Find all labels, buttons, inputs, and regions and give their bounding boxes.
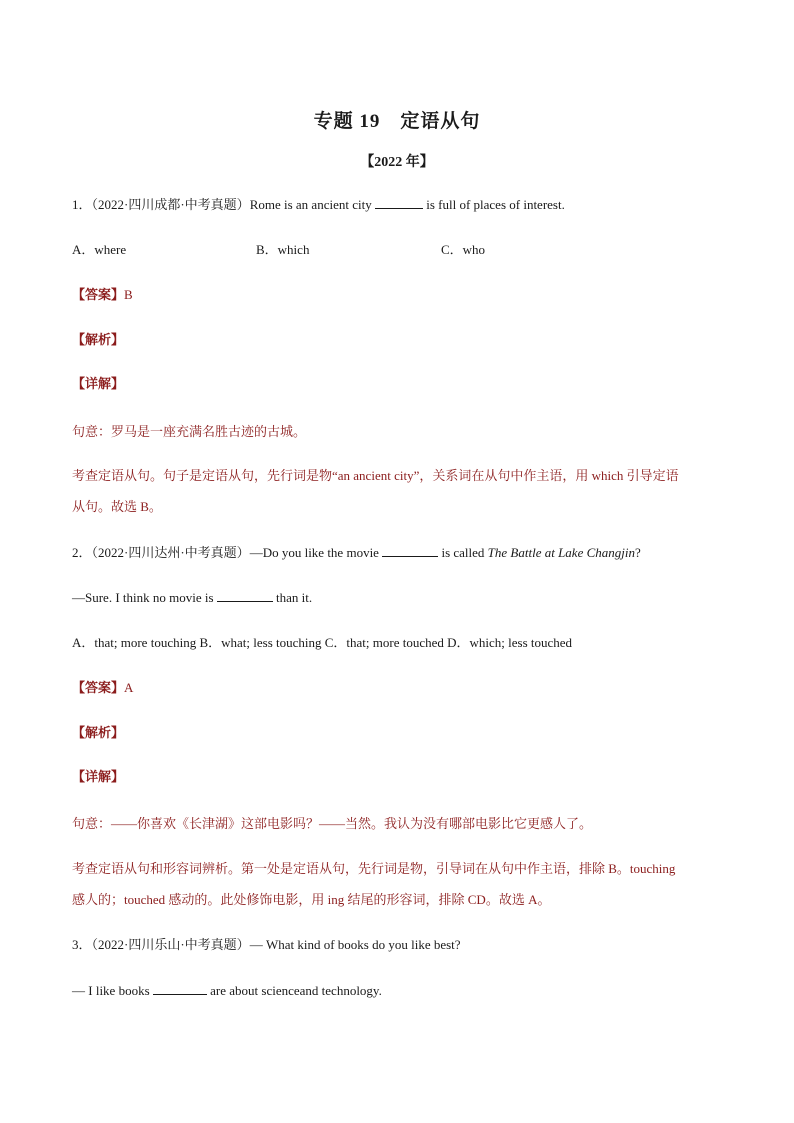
option-a: A．where bbox=[72, 242, 127, 257]
answer-blank bbox=[375, 197, 423, 209]
stem-part: —Do you like the movie bbox=[249, 545, 383, 560]
explanation-line: 考查定语从句。句子是定语从句，先行词是物“an ancient city”，关系词在从句中作主语，用 which 引导定语 bbox=[72, 468, 679, 483]
question-number: 3． bbox=[72, 937, 92, 952]
analysis-tag: 【解析】 bbox=[72, 332, 125, 347]
answer-tag: 【答案】 bbox=[72, 287, 125, 302]
year-heading: 【2022 年】 bbox=[360, 155, 434, 170]
detail-tag: 【详解】 bbox=[72, 376, 125, 391]
stem-part: is full of places of interest. bbox=[422, 197, 565, 212]
option-b: B．which bbox=[256, 242, 310, 257]
question-1-stem bbox=[72, 197, 565, 213]
answer-blank bbox=[153, 983, 207, 995]
question-number: 1． bbox=[72, 197, 92, 212]
question-2-line2 bbox=[72, 590, 312, 606]
options-line: A．that; more touching B．what; less touching C．that; more touched D．which; less touched bbox=[72, 635, 573, 650]
stem-part: are about scienceand technology. bbox=[206, 983, 382, 998]
stem-part: is called bbox=[438, 545, 488, 560]
analysis-tag: 【解析】 bbox=[72, 725, 125, 740]
stem-part: ? bbox=[635, 545, 641, 560]
stem-part: —Sure. I think no movie is bbox=[72, 590, 217, 605]
question-3-line2 bbox=[72, 983, 382, 999]
explanation-line: 感人的；touched 感动的。此处修饰电影，用 ing 结尾的形容词，排除 CD。故选 A。 bbox=[72, 892, 551, 907]
answer-line bbox=[72, 680, 133, 696]
explanation-line: 从句。故选 B。 bbox=[72, 499, 162, 514]
stem-part: than it. bbox=[272, 590, 313, 605]
question-source: （2022·四川成都·中考真题） bbox=[91, 197, 250, 212]
question-3-stem bbox=[72, 937, 461, 953]
question-2-stem bbox=[72, 545, 641, 561]
meaning-line: 句意：——你喜欢《长津湖》这部电影吗？——当然。我认为没有哪部电影比它更感人了。 bbox=[72, 816, 593, 831]
stem-part: Rome is an ancient city bbox=[249, 197, 375, 212]
answer-line bbox=[72, 287, 133, 303]
question-number: 2． bbox=[72, 545, 92, 560]
page-title: 专题 19 定语从句 bbox=[313, 111, 481, 132]
detail-tag: 【详解】 bbox=[72, 769, 125, 784]
option-c: C．who bbox=[441, 242, 486, 257]
meaning-line: 句意：罗马是一座充满名胜古迹的古城。 bbox=[72, 424, 307, 439]
answer-value: A bbox=[124, 680, 134, 695]
explanation-line: 考查定语从句和形容词辨析。第一处是定语从句，先行词是物，引导词在从句中作主语，排除 B。touching bbox=[72, 861, 676, 876]
answer-blank bbox=[382, 545, 438, 557]
movie-title: The Battle at Lake Changjin bbox=[487, 545, 635, 560]
answer-tag: 【答案】 bbox=[72, 680, 125, 695]
stem-part: — What kind of books do you like best? bbox=[249, 937, 461, 952]
stem-part: — I like books bbox=[72, 983, 153, 998]
answer-value: B bbox=[124, 287, 133, 302]
answer-blank bbox=[217, 590, 273, 602]
question-source: （2022·四川乐山·中考真题） bbox=[91, 937, 250, 952]
question-source: （2022·四川达州·中考真题） bbox=[91, 545, 250, 560]
